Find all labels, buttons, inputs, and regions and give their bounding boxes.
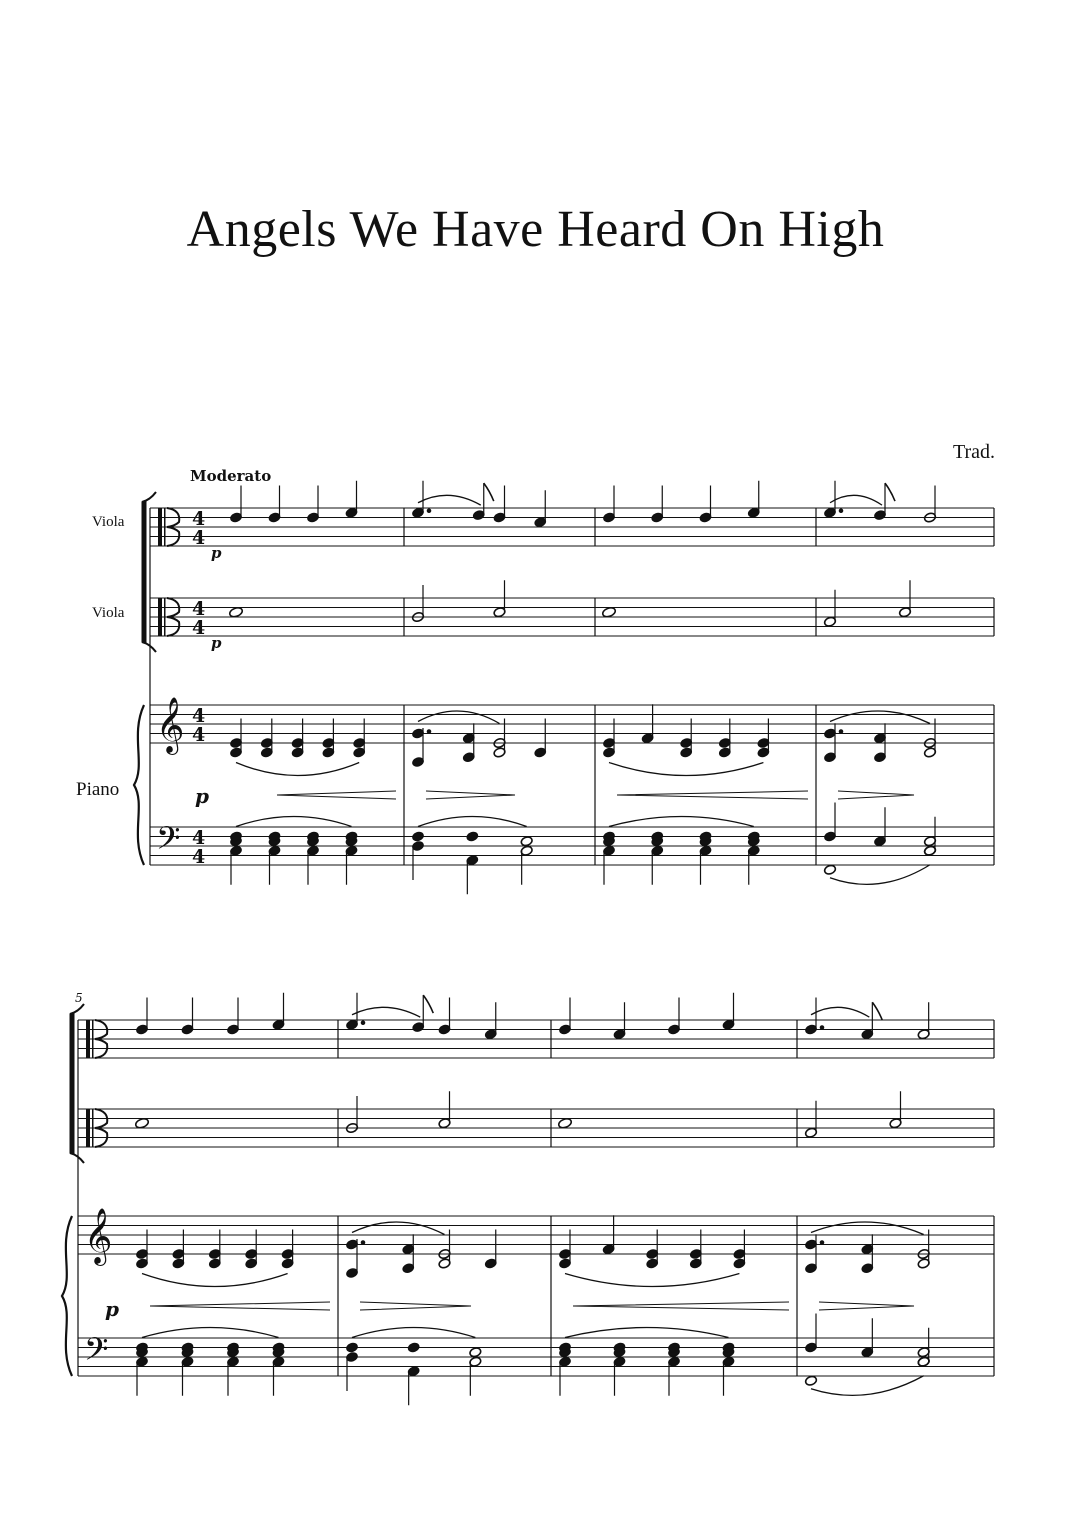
dynamic-p: p xyxy=(211,634,222,652)
augmentation-dot xyxy=(361,1021,365,1025)
slur xyxy=(830,865,930,885)
dynamics xyxy=(105,544,222,1321)
notehead xyxy=(229,606,244,618)
time-signature-numerator: 4 xyxy=(192,705,206,727)
time-signature-denominator: 4 xyxy=(192,724,206,746)
time-signature-numerator: 4 xyxy=(192,827,206,849)
diminuendo-hairpin xyxy=(819,1302,914,1310)
piano-brace xyxy=(62,1216,72,1376)
augmentation-dot xyxy=(839,730,843,734)
augmentation-dot xyxy=(427,509,431,513)
alto-clef-icon xyxy=(164,508,166,546)
augmentation-dot xyxy=(839,509,843,513)
crescendo-hairpin xyxy=(150,1302,330,1310)
dynamic-p: p xyxy=(195,784,209,808)
notehead xyxy=(558,1117,573,1129)
notehead xyxy=(345,1342,358,1353)
notehead xyxy=(466,831,479,842)
crescendo-hairpin xyxy=(573,1302,789,1310)
time-signatures xyxy=(75,508,205,1005)
time-signature-denominator: 4 xyxy=(192,846,206,868)
notehead xyxy=(411,831,424,842)
alto-clef-icon xyxy=(92,1020,94,1058)
slur xyxy=(811,1222,924,1235)
diminuendo-hairpin xyxy=(360,1302,471,1310)
staff-bracket xyxy=(142,502,146,642)
notehead xyxy=(135,1117,150,1129)
crescendo-hairpin xyxy=(617,791,808,799)
slurs xyxy=(142,495,930,1395)
note-flag xyxy=(423,995,433,1013)
treble-clef-icon: 𝄞 xyxy=(84,1208,113,1264)
bass-clef-icon: 𝄢 xyxy=(84,1331,109,1375)
instrument-label-viola-2: Viola xyxy=(92,605,125,621)
treble-clef-icon: 𝄞 xyxy=(156,697,185,753)
measure-number: 5 xyxy=(75,991,83,1005)
slur xyxy=(830,711,930,724)
piano-brace xyxy=(134,705,144,865)
notehead xyxy=(407,1342,420,1353)
notehead xyxy=(602,606,617,618)
time-signature-numerator: 4 xyxy=(192,508,206,530)
slur xyxy=(142,1328,279,1338)
slur xyxy=(830,495,882,505)
instrument-label-viola-1: Viola xyxy=(92,514,125,530)
crescendo-hairpin xyxy=(277,791,396,799)
note-flag xyxy=(484,483,494,501)
alto-clef-icon xyxy=(164,598,166,636)
note-flag xyxy=(885,483,895,501)
slur xyxy=(609,817,754,827)
slur xyxy=(418,495,481,505)
slur xyxy=(352,1222,445,1235)
note-flag xyxy=(872,1002,882,1020)
slur xyxy=(236,817,352,827)
augmentation-dot xyxy=(820,1241,824,1245)
bracket-hook xyxy=(142,492,156,502)
slur xyxy=(565,1328,729,1338)
bass-clef-icon: 𝄢 xyxy=(156,820,181,864)
augmentation-dot xyxy=(820,1026,824,1030)
slur xyxy=(811,1376,924,1396)
staff-bracket xyxy=(70,1014,74,1153)
slur xyxy=(609,763,763,776)
slur xyxy=(811,1007,869,1017)
notehead xyxy=(804,1375,817,1386)
notehead xyxy=(520,836,533,847)
hairpins xyxy=(150,791,914,1310)
bracket-hook xyxy=(70,1004,84,1014)
alto-clef-icon xyxy=(158,598,162,636)
tempo-marking: Moderato xyxy=(190,467,272,485)
notehead xyxy=(469,1347,482,1358)
diminuendo-hairpin xyxy=(838,791,914,799)
augmentation-dot xyxy=(361,1241,365,1245)
slur xyxy=(352,1007,420,1017)
notehead xyxy=(823,864,836,875)
augmentation-dot xyxy=(427,730,431,734)
time-signature-denominator: 4 xyxy=(192,527,206,549)
slur xyxy=(142,1274,288,1287)
time-signature-denominator: 4 xyxy=(192,617,206,639)
alto-clef-icon xyxy=(92,1109,94,1147)
slur xyxy=(418,711,500,724)
composer-label: Trad. xyxy=(952,441,995,463)
slur xyxy=(236,763,359,776)
dynamic-p: p xyxy=(211,544,222,562)
slur xyxy=(418,817,527,827)
score-title: Angels We Have Heard On High xyxy=(186,201,885,258)
alto-clef-icon xyxy=(158,508,162,546)
diminuendo-hairpin xyxy=(426,791,515,799)
alto-clef-icon xyxy=(86,1109,90,1147)
slur xyxy=(352,1328,475,1338)
dynamic-p: p xyxy=(105,1297,119,1321)
instrument-label-piano: Piano xyxy=(76,779,120,800)
time-signature-numerator: 4 xyxy=(192,598,206,620)
bracket-hook xyxy=(142,642,156,652)
slur xyxy=(565,1274,739,1287)
alto-clef-icon xyxy=(86,1020,90,1058)
bracket-hook xyxy=(70,1153,84,1163)
